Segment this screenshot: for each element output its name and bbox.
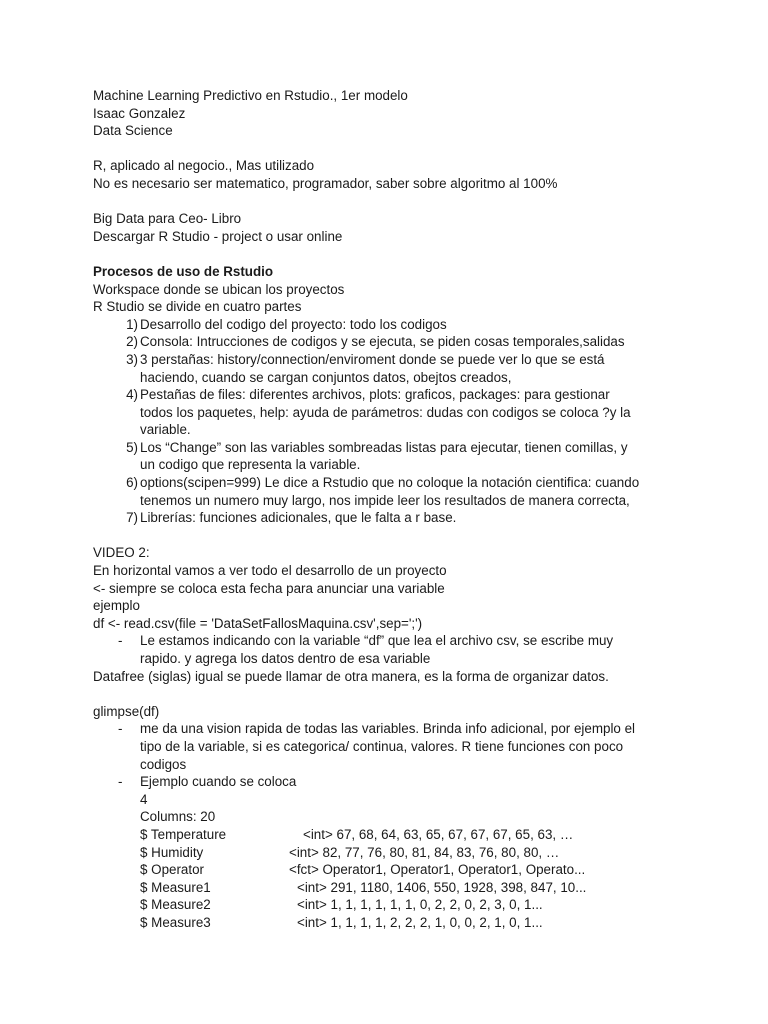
- refs-line-1: Big Data para Ceo- Libro: [93, 211, 242, 227]
- output-variable-value: <int> 82, 77, 76, 80, 81, 84, 83, 76, 80, 80, …: [289, 844, 560, 860]
- glimpse-code: glimpse(df): [93, 703, 160, 719]
- output-variable-name: $ Measure2: [140, 897, 211, 913]
- bullet-item: [93, 632, 733, 650]
- refs-line-2: Descargar R Studio - project o usar online: [93, 228, 343, 244]
- bullet-text: rapido. y agrega los datos dentro de esa variable: [140, 651, 431, 666]
- bullet-item-continued: [93, 650, 733, 668]
- list-item-continued: [93, 456, 733, 474]
- intro-line-1: R, aplicado al negocio., Mas utilizado: [93, 158, 315, 174]
- list-item-text: 3 perstañas: history/connection/enviroment donde se puede ver lo que se está: [140, 351, 605, 367]
- list-item: [93, 316, 733, 334]
- bullet-item: [93, 720, 733, 738]
- list-item-continued: [93, 492, 733, 510]
- list-item-continued: [93, 404, 733, 422]
- doc-subject: Data Science: [93, 123, 173, 139]
- list-item-text: todos los paquetes, help: ayuda de parámetros: dudas con codigos se coloca ?y la: [140, 404, 631, 420]
- output-variable-value: <int> 1, 1, 1, 1, 1, 1, 0, 2, 2, 0, 2, 3, 0, 1...: [297, 897, 543, 913]
- bullet-text: codigos: [140, 756, 187, 772]
- video2-line-1: En horizontal vamos a ver todo el desarrollo de un proyecto: [93, 563, 447, 579]
- video2-heading: VIDEO 2:: [93, 545, 150, 561]
- bullet-item: [93, 773, 733, 791]
- list-item-number: 3): [126, 351, 138, 367]
- output-row: [93, 914, 733, 932]
- list-item-text: variable.: [140, 422, 191, 438]
- list-item-number: 5): [126, 439, 138, 455]
- glimpse-output: [93, 826, 733, 932]
- bullet-text: tipo de la variable, si es categorica/ continua, valores. R tiene funciones con poco: [140, 738, 624, 754]
- bullet-marker: -: [118, 633, 123, 649]
- output-variable-value: <fct> Operator1, Operator1, Operator1, Operato...: [289, 862, 586, 878]
- bullet-marker: -: [118, 721, 123, 737]
- list-item-text: haciendo, cuando se cargan conjuntos datos, obejtos creados,: [140, 369, 512, 385]
- list-item-text: Consola: Intrucciones de codigos y se ejecuta, se piden cosas temporales,salidas: [140, 334, 625, 350]
- list-item-text: tenemos un numero muy largo, nos impide leer los resultados de manera correcta,: [140, 492, 630, 508]
- bullet-item-continued: [93, 738, 733, 756]
- list-item-number: 7): [126, 510, 138, 526]
- list-item: [93, 333, 733, 351]
- output-row: [93, 826, 733, 844]
- list-item-text: Librerías: funciones adicionales, que le falta a r base.: [140, 510, 457, 526]
- list-item: [93, 351, 733, 369]
- video2-code: df <- read.csv(file = 'DataSetFallosMaquina.csv',sep=';'): [93, 615, 423, 631]
- output-variable-name: $ Measure1: [140, 879, 211, 895]
- list-item-continued: [93, 421, 733, 439]
- numbered-list: [93, 316, 733, 527]
- rows-value: 4: [140, 791, 148, 807]
- list-item-text: un codigo que representa la variable.: [140, 457, 361, 473]
- video2-line-4: Datafree (siglas) igual se puede llamar de otra manera, es la forma de organizar datos.: [93, 668, 609, 684]
- intro-line-2: No es necesario ser matematico, programador, saber sobre algoritmo al 100%: [93, 175, 558, 191]
- output-variable-value: <int> 67, 68, 64, 63, 65, 67, 67, 67, 65, 63, …: [303, 826, 574, 842]
- output-variable-name: $ Measure3: [140, 914, 211, 930]
- bullet-marker: -: [118, 774, 123, 790]
- list-item-text: Pestañas de files: diferentes archivos, plots: graficos, packages: para gestionar: [140, 387, 610, 403]
- doc-title: Machine Learning Predictivo en Rstudio., 1er modelo: [93, 88, 408, 103]
- output-variable-name: $ Operator: [140, 862, 205, 878]
- section-heading-procesos: Procesos de uso de Rstudio: [93, 263, 274, 279]
- list-item-number: 2): [126, 334, 138, 350]
- bullet-text: Ejemplo cuando se coloca: [140, 774, 297, 790]
- bullet-item-continued: [93, 756, 733, 774]
- list-item: [93, 386, 733, 404]
- procesos-line-2: R Studio se divide en cuatro partes: [93, 299, 302, 315]
- output-row: [93, 861, 733, 879]
- list-item-text: options(scipen=999) Le dice a Rstudio que no coloque la notación cientifica: cuando: [140, 475, 640, 491]
- output-variable-value: <int> 1, 1, 1, 1, 2, 2, 2, 1, 0, 0, 2, 1, 0, 1...: [297, 914, 543, 930]
- list-item-text: Desarrollo del codigo del proyecto: todo los codigos: [140, 316, 447, 332]
- list-item-number: 4): [126, 387, 138, 403]
- list-item-text: Los “Change” son las variables sombreadas listas para ejecutar, tienen comillas, y: [140, 439, 628, 455]
- output-row: [93, 844, 733, 862]
- bullet-text: me da una vision rapida de todas las variables. Brinda info adicional, por ejemplo el: [140, 721, 636, 737]
- glimpse-rows: [93, 791, 733, 809]
- list-item: [93, 509, 733, 527]
- output-row: [93, 879, 733, 897]
- list-item: [93, 474, 733, 492]
- columns-value: Columns: 20: [140, 809, 216, 825]
- list-item-number: 6): [126, 475, 138, 491]
- output-variable-name: $ Temperature: [140, 826, 227, 842]
- output-variable-name: $ Humidity: [140, 844, 204, 860]
- list-item-number: 1): [126, 316, 138, 332]
- video2-line-3: ejemplo: [93, 598, 140, 614]
- output-row: [93, 896, 733, 914]
- glimpse-columns: [93, 808, 733, 826]
- doc-author: Isaac Gonzalez: [93, 105, 186, 121]
- video2-line-2: <- siempre se coloca esta fecha para anunciar una variable: [93, 580, 445, 596]
- output-variable-value: <int> 291, 1180, 1406, 550, 1928, 398, 847, 10...: [297, 879, 587, 895]
- list-item: [93, 439, 733, 457]
- document-body: [93, 87, 733, 932]
- list-item-continued: [93, 369, 733, 387]
- procesos-line-1: Workspace donde se ubican los proyectos: [93, 281, 345, 297]
- bullet-text: Le estamos indicando con la variable “df” que lea el archivo csv, se escribe muy: [140, 633, 614, 649]
